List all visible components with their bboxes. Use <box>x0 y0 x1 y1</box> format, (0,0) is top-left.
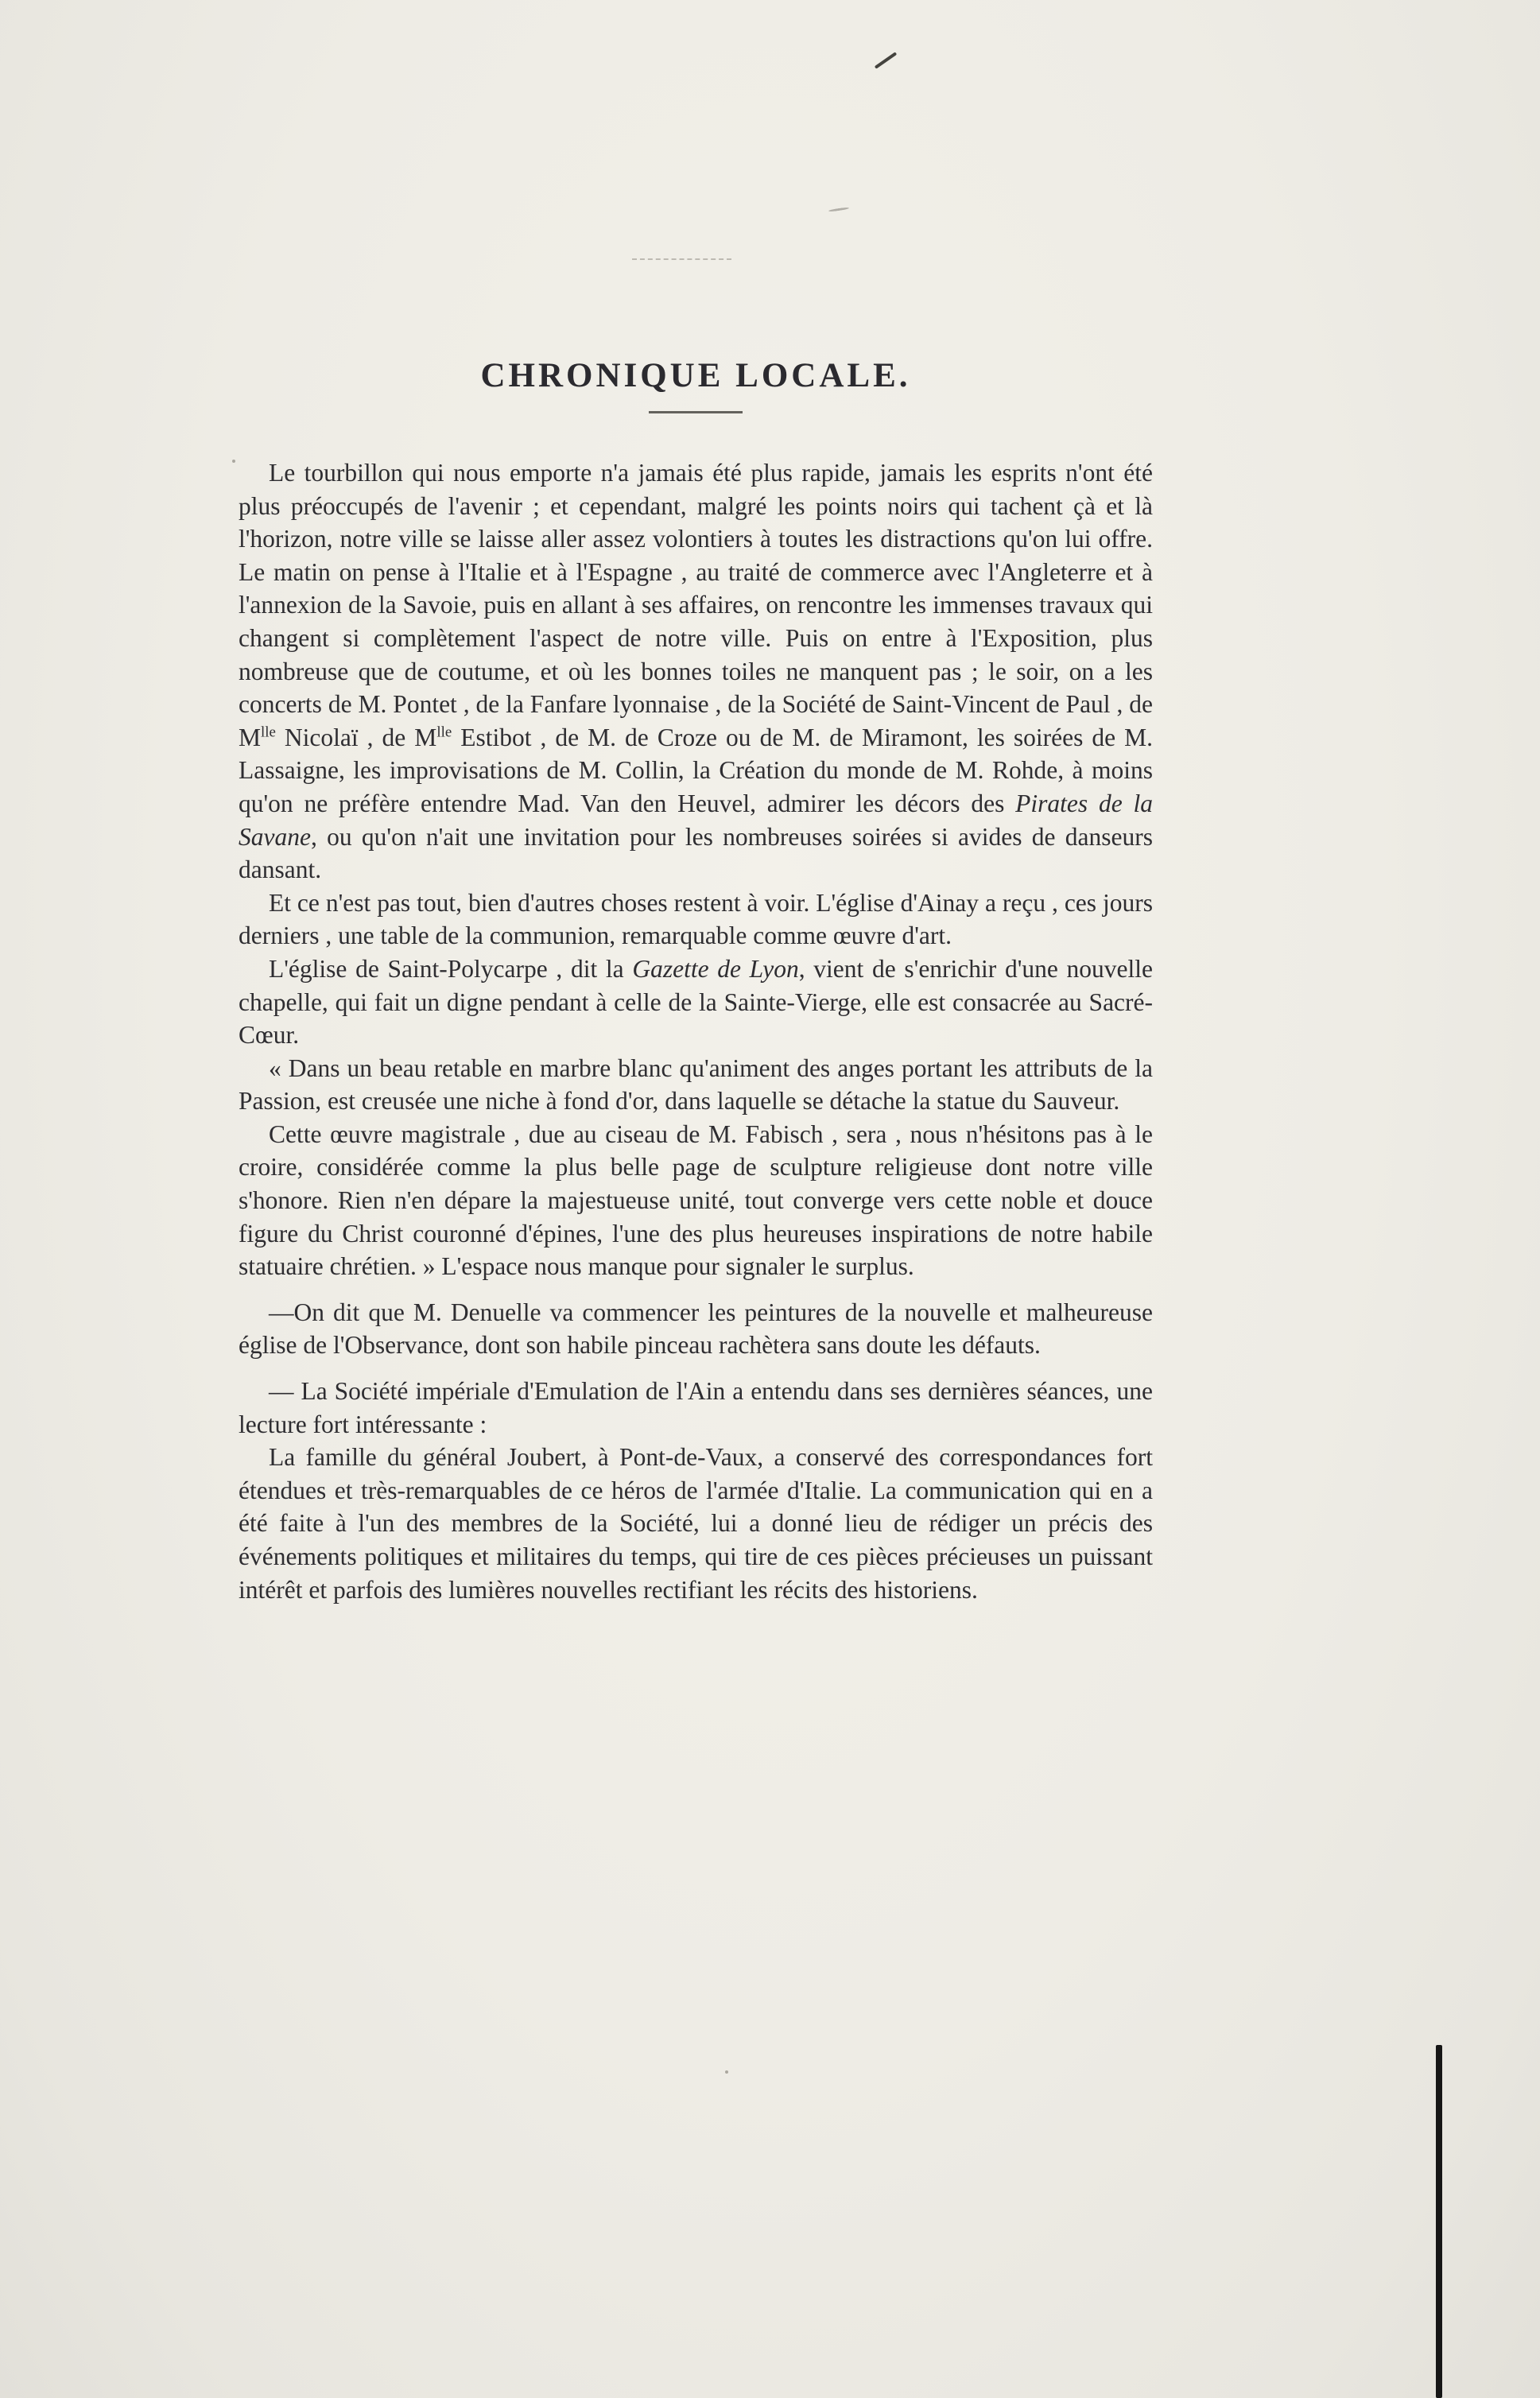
paragraph <box>239 456 1153 887</box>
text-segment: Le tourbillon qui nous emporte n'a jamais été plus rapide, jamais les esprits n'ont été plus préoccupés de l'avenir ; et cependant, malgré les points noirs qui tachent çà et là l'horizon, notre ville se laisse aller assez volontiers à toutes les distractions qu'on lui offre. Le matin on pense à l'Italie et à l'Espagne , au traité de commerce avec l'Angleterre et à l'annexion de la Savoie, puis en allant à ses affaires, on rencontre les immenses travaux qui changent si complètement l'aspect de notre ville. Puis on entre à l'Exposition, plus nombreuse que de coutume, et où les bonnes toiles ne manquent pas ; le soir, on a les concerts de M. Pontet , de la Fanfare lyonnaise , de la Société de Saint-Vincent de Paul , de M <box>239 459 1153 751</box>
article <box>239 356 1153 1606</box>
text-segment: L'église de Saint-Polycarpe , dit la <box>269 954 633 983</box>
italic-text: Pirates de la Savane <box>239 789 1153 851</box>
paragraph <box>239 1296 1153 1362</box>
scan-edge-bar <box>1436 2045 1442 2398</box>
text-segment: « Dans un beau retable en marbre blanc qu'animent des anges portant les attributs de la Passion, est creusée une niche à fond d'or, dans laquelle se détache la statue du Sauveur. <box>239 1053 1153 1116</box>
text-segment: —On dit que M. Denuelle va commencer les peintures de la nouvelle et malheureuse église de l'Observance, dont son habile pinceau rachètera sans doute les défauts. <box>239 1298 1153 1360</box>
text-segment: , vient de s'enrichir d'une nouvelle chapelle, qui fait un digne pendant à celle de la Sainte-Vierge, elle est consacrée au Sacré-Cœur. <box>239 954 1154 1050</box>
ink-speck <box>725 2070 728 2074</box>
text-segment: — La Société impériale d'Emulation de l'Ain a entendu dans ses dernières séances, une lecture fort intéressante : <box>239 1377 1153 1438</box>
text-segment: Nicolaï , de M <box>275 723 437 751</box>
superscript-text: lle <box>436 724 452 741</box>
dash-artifact <box>632 258 731 260</box>
text-segment: Cette œuvre magistrale , due au ciseau de M. Fabisch , sera , nous n'hésitons pas à le croire, considérée comme la plus belle page de sculpture religieuse dont notre ville s'honore. Rien n'en dépare la majestueuse unité, tout converge vers cette noble et douce figure du Christ couronné d'épines, l'une des plus heureuses inspirations de notre habile statuaire chrétien. » L'espace nous manque pour signaler le surplus. <box>239 1119 1153 1281</box>
paragraph <box>239 887 1153 953</box>
text-segment: , ou qu'on n'ait une invitation pour les nombreuses soirées si avides de danseurs dansant. <box>239 822 1153 884</box>
paragraph <box>239 1375 1153 1441</box>
article-body <box>239 456 1153 1606</box>
squiggle-artifact <box>828 207 849 212</box>
text-segment: La famille du général Joubert, à Pont-de-Vaux, a conservé des correspondances fort étendues et très-remarquables de ce héros de l'armée d'Italie. La communication qui en a été faite à l'un des membres de la Société, lui a donné lieu de rédiger un précis des événements politiques et militaires du temps, qui tire de ces pièces précieuses un puissant intérêt et parfois des lumières nouvelles rectifiant les récits des historiens. <box>239 1443 1153 1604</box>
title-divider <box>649 411 743 413</box>
ink-speck <box>232 460 235 463</box>
page-title: CHRONIQUE LOCALE. <box>480 357 911 394</box>
text-segment: Et ce n'est pas tout, bien d'autres choses restent à voir. L'église d'Ainay a reçu , ces jours derniers , une table de la communion, remarquable comme œuvre d'art. <box>239 888 1153 950</box>
superscript-text: lle <box>261 724 276 741</box>
italic-text: Gazette de Lyon <box>632 954 799 983</box>
paragraph <box>239 1118 1153 1283</box>
paragraph <box>239 953 1153 1052</box>
text-segment: Estibot , de M. de Croze ou de M. de Miramont, les soirées de M. Lassaigne, les improvisations de M. Collin, la Création du monde de M. Rohde, à moins qu'on ne préfère entendre Mad. Van den Heuvel, admirer les décors des <box>239 723 1153 817</box>
paragraph <box>239 1441 1153 1606</box>
paragraph <box>239 1052 1153 1118</box>
pen-mark-artifact <box>875 52 898 69</box>
